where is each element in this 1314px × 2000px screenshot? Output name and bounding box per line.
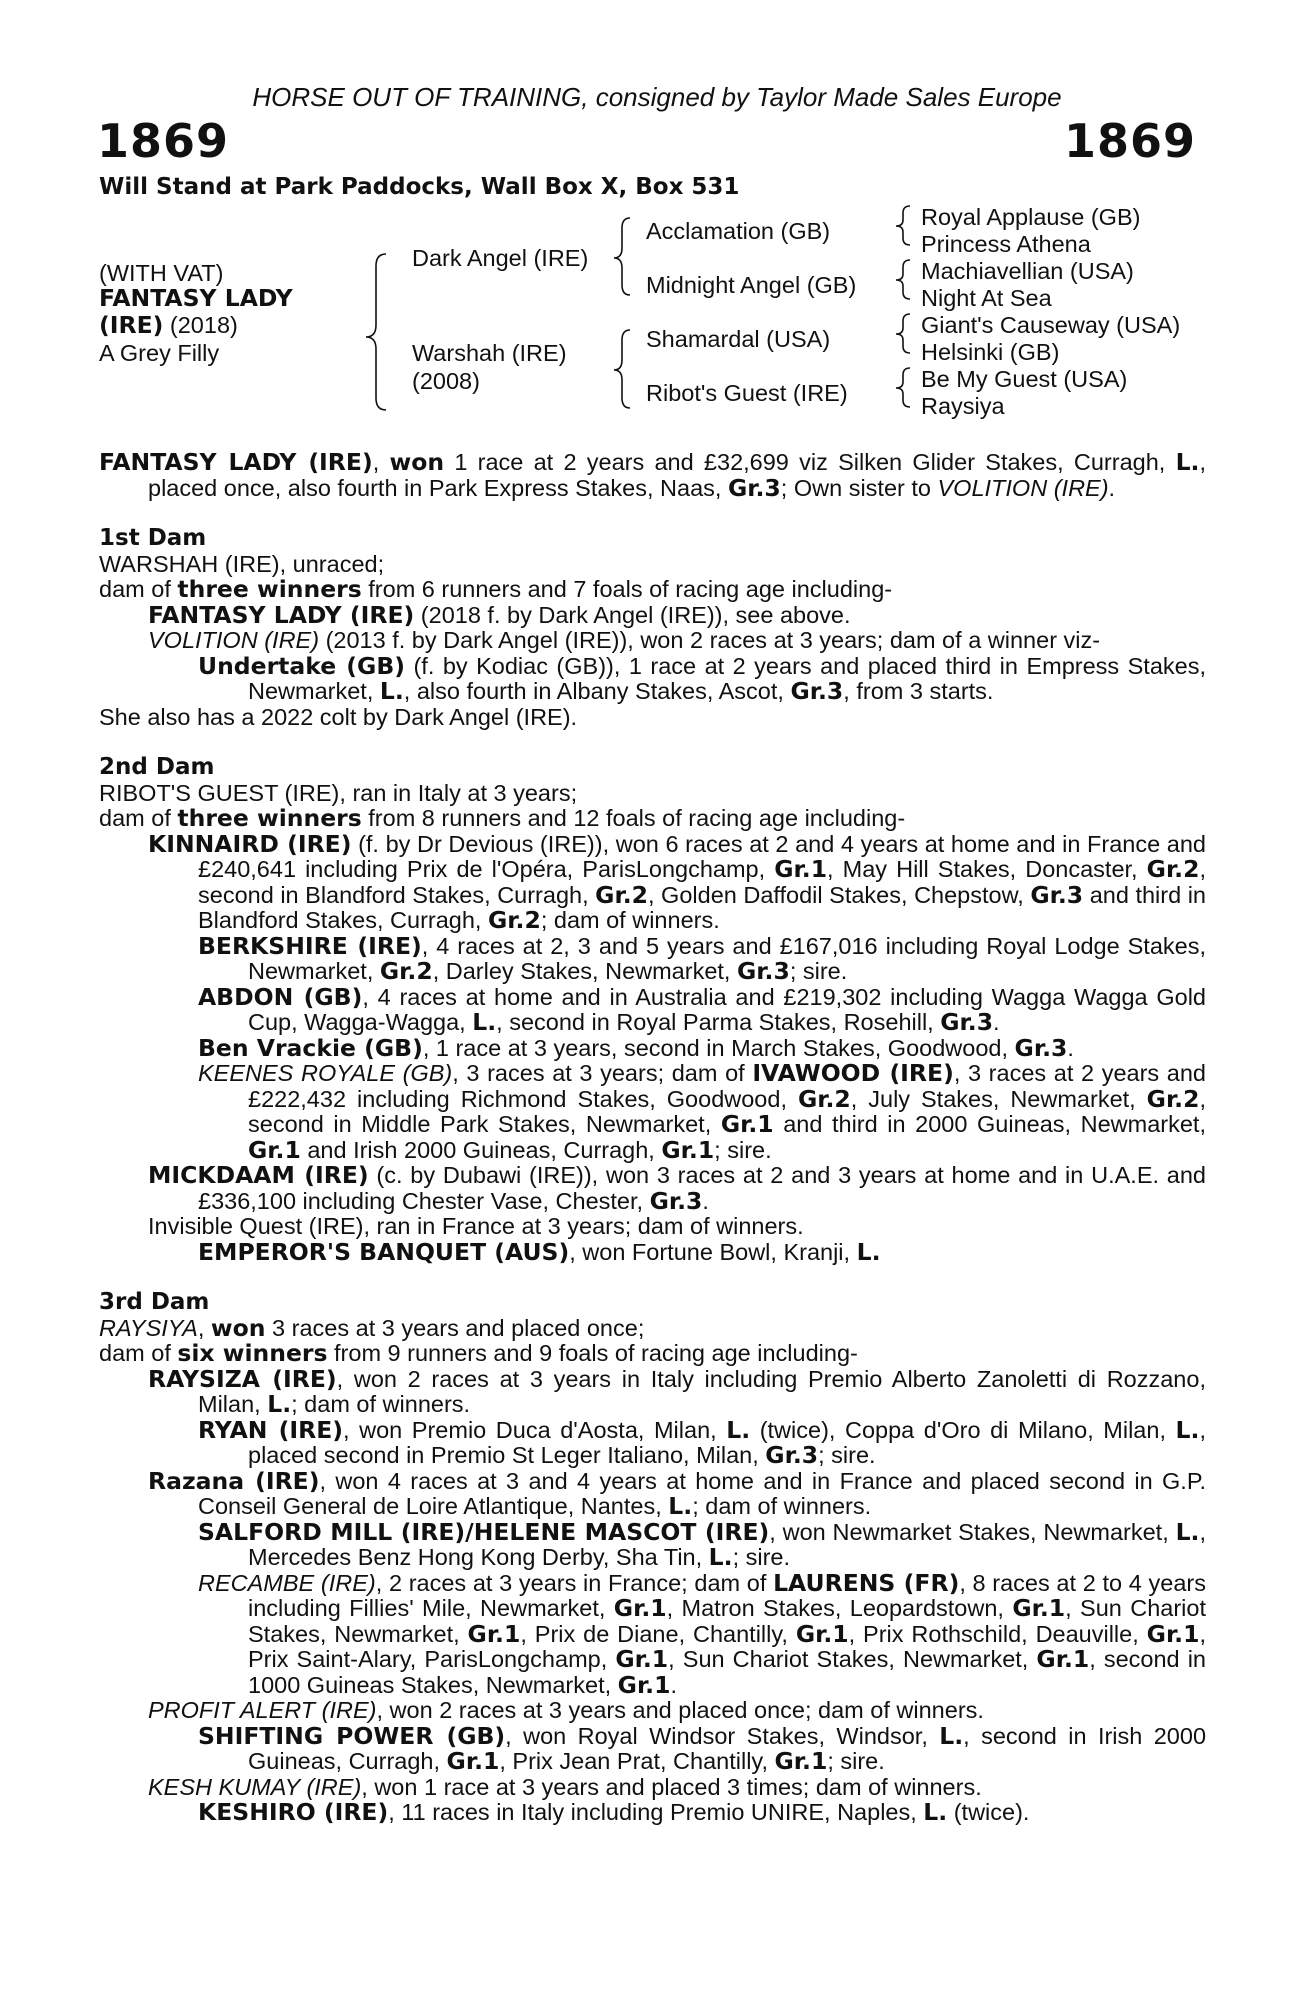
summary-paragraph: FANTASY LADY (IRE), won 1 race at 2 years and £32,699 viz Silken Glider Stakes, Curragh, L., placed once, also fourth in Park Express Stakes, Naas, Gr.3; Own sister to VOLITION (IRE). bbox=[99, 448, 1206, 502]
horse-description: A Grey Filly bbox=[99, 340, 220, 366]
lot-number-left: 1869 bbox=[97, 114, 230, 168]
first-dam-note: She also has a 2022 colt by Dark Angel (IRE). bbox=[99, 703, 578, 730]
vat-note: (WITH VAT) bbox=[99, 260, 224, 286]
granddam-1: Midnight Angel (GB) bbox=[646, 272, 857, 298]
produce-entry: VOLITION (IRE) (2013 f. by Dark Angel (IRE)), won 2 races at 3 years; dam of a winner viz- bbox=[148, 627, 1101, 653]
ggs-7: Be My Guest (USA) bbox=[921, 366, 1128, 392]
ggs-6: Helsinki (GB) bbox=[921, 339, 1060, 365]
horse-name-year: (IRE) (2018) bbox=[99, 311, 238, 339]
third-dam-produce: dam of six winners from 9 runners and 9 foals of racing age including- bbox=[99, 1339, 858, 1367]
first-dam-heading: 1st Dam bbox=[99, 525, 207, 551]
produce-entry: FANTASY LADY (IRE) (2018 f. by Dark Angel (IRE)), see above. bbox=[148, 600, 851, 629]
ggs-2: Princess Athena bbox=[921, 231, 1091, 257]
produce-entry: BERKSHIRE (IRE), 4 races at 2, 3 and 5 years and £167,016 including Royal Lodge Stakes, Newmarket, Gr.2, Darley Stakes, Newmarket, Gr.3; sire. bbox=[198, 931, 1206, 985]
dam: Warshah (IRE) bbox=[412, 340, 567, 366]
sire: Dark Angel (IRE) bbox=[412, 245, 589, 271]
first-dam-produce: dam of three winners from 6 runners and 7 foals of racing age including- bbox=[99, 575, 893, 603]
ggs-1: Royal Applause (GB) bbox=[921, 204, 1141, 230]
produce-entry: EMPEROR'S BANQUET (AUS), won Fortune Bowl, Kranji, L. bbox=[198, 1237, 881, 1266]
produce-entry: Razana (IRE), won 4 races at 3 and 4 years at home and in France and placed second in G.P. Conseil General de Loire Atlantique, Nantes, L.; dam of winners. bbox=[148, 1466, 1206, 1520]
lot-number-right: 1869 bbox=[1063, 114, 1196, 168]
produce-entry: RAYSIZA (IRE), won 2 races at 3 years in Italy including Premio Alberto Zanoletti di Rozzano, Milan, L.; dam of winners. bbox=[148, 1364, 1206, 1418]
ggs-5: Giant's Causeway (USA) bbox=[921, 312, 1181, 338]
ggs-3: Machiavellian (USA) bbox=[921, 258, 1134, 284]
granddam-2: Ribot's Guest (IRE) bbox=[646, 380, 848, 406]
produce-entry: KINNAIRD (IRE) (f. by Dr Devious (IRE)), won 6 races at 2 and 4 years at home and in France and £240,641 including Prix de l'Opéra, ParisLongchamp, Gr.1, May Hill Stakes, Doncaster, Gr.2, second in Blandford Stakes, Curragh, Gr.2, Golden Daffodil Stakes, Chepstow, Gr.3 and third in Blandford Stakes, Curragh, Gr.2; dam of winners. bbox=[148, 829, 1206, 934]
catalogue-body bbox=[99, 450, 1206, 1826]
dam-year: (2008) bbox=[412, 368, 480, 394]
produce-entry: RYAN (IRE), won Premio Duca d'Aosta, Milan, L. (twice), Coppa d'Oro di Milano, Milan, L., placed second in Premio St Leger Italiano, Milan, Gr.3; sire. bbox=[198, 1415, 1206, 1469]
grandsire-2: Shamardal (USA) bbox=[646, 326, 831, 352]
second-dam-line: RIBOT'S GUEST (IRE), ran in Italy at 3 years; bbox=[99, 779, 578, 806]
produce-entry: SHIFTING POWER (GB), won Royal Windsor Stakes, Windsor, L., second in Irish 2000 Guineas, Curragh, Gr.1, Prix Jean Prat, Chantilly, Gr.1; sire. bbox=[198, 1721, 1207, 1775]
stand-location: Will Stand at Park Paddocks, Wall Box X, Box 531 bbox=[99, 174, 740, 200]
consignor-header: HORSE OUT OF TRAINING, consigned by Taylor Made Sales Europe bbox=[252, 82, 1062, 112]
third-dam-line: RAYSIYA, won 3 races at 3 years and placed once; bbox=[99, 1313, 645, 1342]
produce-entry: PROFIT ALERT (IRE), won 2 races at 3 years and placed once; dam of winners. bbox=[148, 1697, 984, 1723]
produce-entry: Invisible Quest (IRE), ran in France at 3 years; dam of winners. bbox=[148, 1213, 804, 1239]
produce-entry: KEENES ROYALE (GB), 3 races at 3 years; dam of IVAWOOD (IRE), 3 races at 2 years and £222,432 including Richmond Stakes, Goodwood, Gr.2, July Stakes, Newmarket, Gr.2, second in Middle Park Stakes, Newmarket, Gr.1 and third in 2000 Guineas, Newmarket, Gr.1 and Irish 2000 Guineas, Curragh, Gr.1; sire. bbox=[198, 1059, 1206, 1164]
produce-entry: ABDON (GB), 4 races at home and in Australia and £219,302 including Wagga Wagga Gold Cup, Wagga-Wagga, L., second in Royal Parma Stakes, Rosehill, Gr.3. bbox=[198, 982, 1206, 1036]
produce-entry: MICKDAAM (IRE) (c. by Dubawi (IRE)), won 3 races at 2 and 3 years at home and in U.A.E. and £336,100 including Chester Vase, Chester, Gr.3. bbox=[148, 1161, 1207, 1215]
produce-entry: KESHIRO (IRE), 11 races in Italy including Premio UNIRE, Naples, L. (twice). bbox=[198, 1798, 1030, 1826]
horse-name: FANTASY LADY bbox=[99, 284, 293, 312]
produce-entry: Ben Vrackie (GB), 1 race at 3 years, second in March Stakes, Goodwood, Gr.3. bbox=[198, 1033, 1074, 1062]
produce-entry: SALFORD MILL (IRE)/HELENE MASCOT (IRE), won Newmarket Stakes, Newmarket, L., Mercedes Benz Hong Kong Derby, Sha Tin, L.; sire. bbox=[198, 1517, 1206, 1571]
produce-entry: Undertake (GB) (f. by Kodiac (GB)), 1 race at 2 years and placed third in Empress Stakes, Newmarket, L., also fourth in Albany Stakes, Ascot, Gr.3, from 3 starts. bbox=[198, 651, 1206, 705]
ggs-4: Night At Sea bbox=[921, 285, 1052, 311]
ggs-8: Raysiya bbox=[921, 393, 1005, 419]
produce-entry: KESH KUMAY (IRE), won 1 race at 3 years and placed 3 times; dam of winners. bbox=[148, 1773, 982, 1800]
second-dam-produce: dam of three winners from 8 runners and 12 foals of racing age including- bbox=[99, 804, 906, 832]
produce-entry: RECAMBE (IRE), 2 races at 3 years in France; dam of LAURENS (FR), 8 races at 2 to 4 years including Fillies' Mile, Newmarket, Gr.1, Matron Stakes, Leopardstown, Gr.1, Sun Chariot Stakes, Newmarket, Gr.1, Prix de Diane, Chantilly, Gr.1, Prix Rothschild, Deauville, Gr.1, Prix Saint-Alary, ParisLongchamp, Gr.1, Sun Chariot Stakes, Newmarket, Gr.1, second in 1000 Guineas Stakes, Newmarket, Gr.1. bbox=[198, 1568, 1207, 1699]
first-dam-line: WARSHAH (IRE), unraced; bbox=[99, 550, 385, 577]
third-dam-heading: 3rd Dam bbox=[99, 1289, 210, 1315]
grandsire-1: Acclamation (GB) bbox=[646, 218, 831, 244]
second-dam-heading: 2nd Dam bbox=[99, 754, 215, 780]
